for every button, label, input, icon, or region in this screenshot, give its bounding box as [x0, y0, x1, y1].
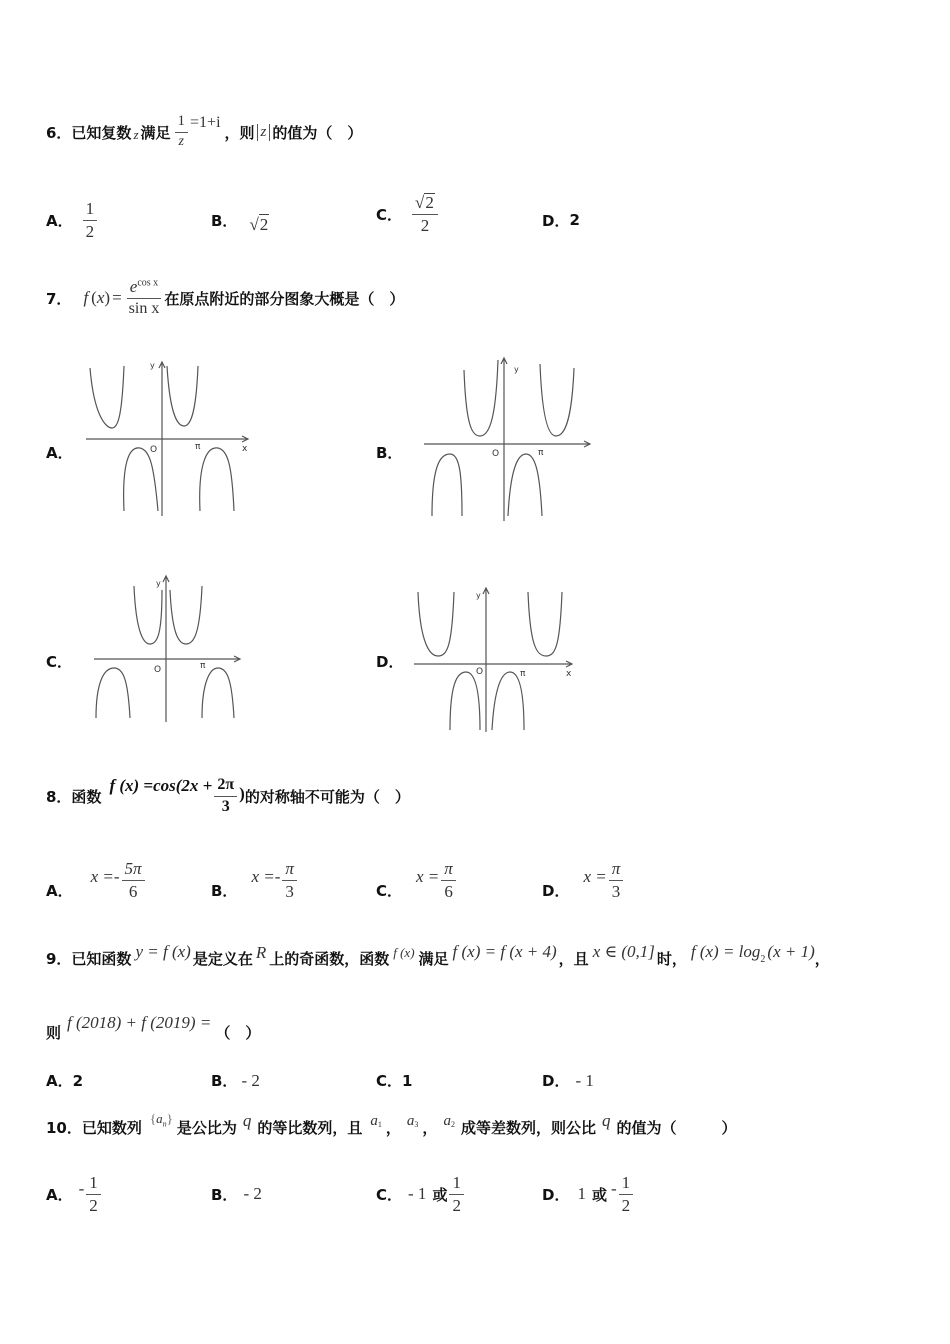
q7-option-d[interactable]: D．	[376, 653, 404, 671]
graph-origin: O	[150, 445, 158, 455]
q6-option-b-sqrt: √ 2	[249, 214, 269, 234]
q7-tail: 在原点附近的部分图象大概是（ ）	[164, 289, 405, 308]
q8-option-a[interactable]: A． x =- $\frac{5\pi}{6}$	[46, 850, 147, 910]
q7-option-a[interactable]: A．	[46, 444, 73, 462]
q10-number: 10．已知数列	[46, 1118, 142, 1137]
graph-y-label: y	[156, 579, 161, 588]
q6-option-d[interactable]: D． 2	[542, 211, 580, 230]
q6-stem	[46, 102, 362, 162]
q6-satisfy: 满足	[140, 123, 171, 142]
q7-number: 7．	[46, 289, 72, 308]
q6-number: 6．已知复数	[46, 123, 132, 142]
q9-stem-line1: 9．已知函数 y = f (x) 是定义在 R 上的奇函数，函数 f (x) 满足 f (x) = f (x + 4) ，且 x ∈ (0,1] 时， f (x) = log $_2$ (x + 1) ，	[46, 942, 830, 968]
curve	[450, 672, 480, 730]
q9-option-b[interactable]: B． - 2	[211, 1070, 260, 1090]
q6-then: ，则	[224, 123, 255, 142]
curve	[200, 448, 234, 511]
curve	[464, 360, 498, 436]
q9-option-c[interactable]: C． 1	[376, 1071, 413, 1090]
graph-pi: π	[538, 448, 544, 458]
q8-stem: 8．函数 f (x) =cos(2x + $\frac{2\pi}{3}$ ) 的对称轴不可能为（ ）	[46, 775, 410, 815]
q8-option-c[interactable]: C． x = $\frac{\pi}{6}$	[376, 850, 458, 910]
q6-fraction: $\frac{1}{z}$	[175, 114, 189, 149]
q6-option-b[interactable]: B． √ 2	[211, 211, 269, 234]
q9-number: 9．已知函数	[46, 949, 132, 968]
curve	[90, 366, 124, 428]
q10-stem: 10．已知数列 $\{a_n\}$ 是公比为 q 的等比数列，且 a 1 ， a 3 ， a 2 成等差数列，则公比 q 的值为（ ）	[46, 1111, 737, 1137]
curve	[418, 592, 454, 656]
curve	[492, 672, 524, 730]
q10-option-c[interactable]: C． - 1 或 $\frac{1}{2}$	[376, 1164, 466, 1224]
curve	[432, 454, 462, 516]
q8-fraction: $\frac{2\pi}{3}$	[214, 777, 237, 816]
curve	[170, 586, 202, 644]
q7-graph-a	[82, 356, 262, 516]
q6-option-a-fraction: $\frac{1}{2}$	[83, 200, 98, 241]
q7-graph-d	[410, 584, 580, 734]
q6-option-c[interactable]: C． √ 2 2	[376, 184, 440, 244]
q10-option-b[interactable]: B． - 2	[211, 1184, 262, 1204]
q7-graph-c	[90, 572, 250, 722]
q6-option-c-fraction: √ 2 2	[412, 193, 438, 235]
q6-abs-z: z	[257, 124, 271, 141]
q9-option-d[interactable]: D． - 1	[542, 1070, 594, 1090]
q6-equation-rhs: =1+i	[190, 114, 221, 131]
curve	[124, 448, 158, 511]
graph-y-label: y	[514, 365, 519, 374]
curve	[202, 668, 234, 718]
curve	[540, 364, 574, 436]
q9-option-a[interactable]: A． 2	[46, 1071, 84, 1090]
q7-stem: 7． f ( x ) = $\frac{e^{cos x}}{\text{sin x}}$ 在原点附近的部分图象大概是（ ）	[46, 277, 405, 318]
graph-x-label: x	[242, 444, 248, 454]
graph-y-label: y	[476, 591, 481, 600]
q8-tail: 的对称轴不可能为（ ）	[244, 787, 410, 806]
q8-option-b[interactable]: B． x =- $\frac{\pi}{3}$	[211, 850, 299, 910]
graph-x-label: x	[566, 669, 572, 679]
curve	[96, 668, 130, 718]
graph-origin: O	[476, 667, 484, 677]
q6-tail: 的值为（ ）	[272, 123, 363, 142]
graph-origin: O	[492, 449, 500, 459]
graph-pi: π	[200, 661, 206, 671]
q7-formula-fraction: $\frac{e^{cos x}}{\text{sin x}}$	[128, 277, 160, 318]
q7-graph-b	[420, 356, 600, 521]
q6-var-z: z	[133, 127, 139, 142]
q8-formula-left: f (x) =cos(2x +	[109, 776, 213, 795]
graph-origin: O	[154, 665, 162, 675]
q10-option-a[interactable]: A． - $\frac{1}{2}$	[46, 1164, 103, 1224]
q10-option-d[interactable]: D． 1 或 - $\frac{1}{2}$	[542, 1164, 635, 1224]
q7-option-c[interactable]: C．	[46, 653, 73, 671]
curve	[528, 592, 562, 656]
graph-y-label: y	[150, 361, 155, 370]
q9-stem-line2: 则 f (2018) + f (2019) = （ ）	[46, 1013, 261, 1042]
curve	[167, 366, 198, 426]
q10-sequence: $\{a_n\}$	[149, 1111, 173, 1129]
graph-pi: π	[195, 442, 201, 452]
q8-option-d[interactable]: D． x = $\frac{\pi}{3}$	[542, 850, 625, 910]
curve	[134, 586, 162, 644]
q8-number: 8．函数	[46, 787, 102, 806]
graph-pi: π	[520, 669, 526, 679]
q6-option-a[interactable]: A． $\frac{1}{2}$	[46, 190, 99, 250]
q7-option-b[interactable]: B．	[376, 444, 403, 462]
curve	[508, 454, 542, 516]
